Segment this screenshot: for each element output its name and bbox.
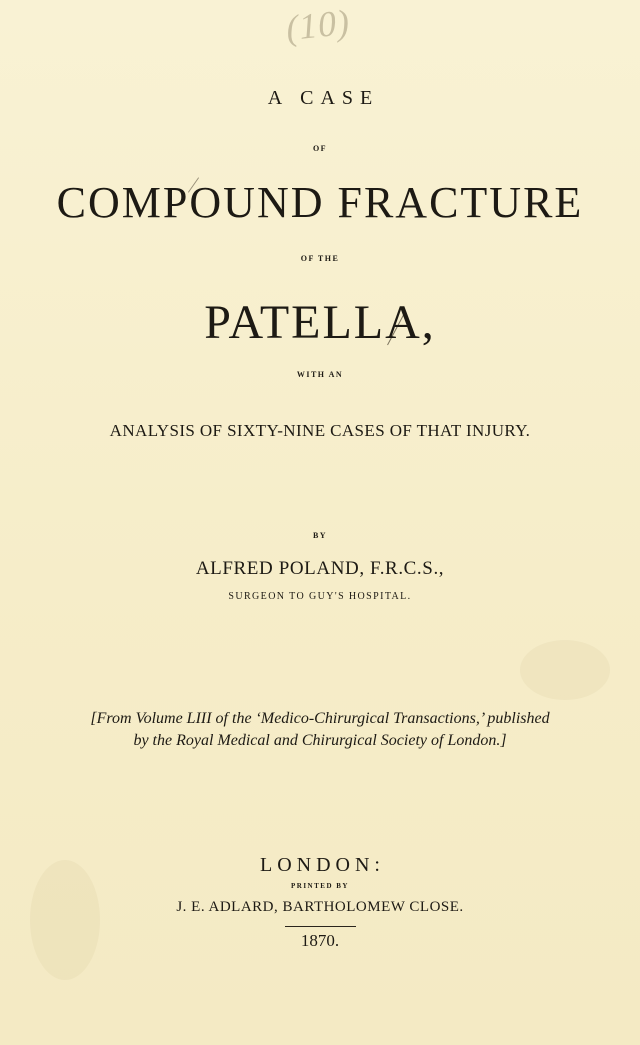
author-position: SURGEON TO GUY'S HOSPITAL.: [228, 591, 412, 602]
title-line-patella: PATELLA,: [204, 296, 436, 349]
paper-stain: [30, 860, 100, 980]
title-line-with-an: WITH AN: [296, 370, 344, 379]
imprint-printed-by: PRINTED BY: [291, 882, 349, 890]
imprint-divider: [285, 926, 356, 927]
byline-by: BY: [312, 531, 328, 540]
imprint-year: 1870.: [300, 931, 340, 950]
handwritten-shelfmark: (10): [284, 1, 352, 49]
imprint-printer: J. E. ADLARD, BARTHOLOMEW CLOSE.: [176, 899, 464, 915]
title-line-of-the: OF THE: [300, 254, 340, 263]
source-note-line-2: by the Royal Medical and Chirurgical Society of London.]: [133, 732, 507, 749]
imprint-city: LONDON:: [260, 854, 385, 876]
title-line-a-case: A CASE: [267, 87, 380, 109]
title-line-compound-fracture: COMPOUND FRACTURE: [56, 178, 584, 227]
author-name: ALFRED POLAND, F.R.C.S.,: [195, 558, 445, 579]
paper-stain: [520, 640, 610, 700]
title-line-analysis: ANALYSIS OF SIXTY-NINE CASES OF THAT INJURY.: [109, 421, 531, 440]
source-note-line-1: [From Volume LIII of the ‘Medico-Chirurgical Transactions,’ published: [90, 710, 550, 727]
title-line-of: OF: [312, 144, 328, 153]
